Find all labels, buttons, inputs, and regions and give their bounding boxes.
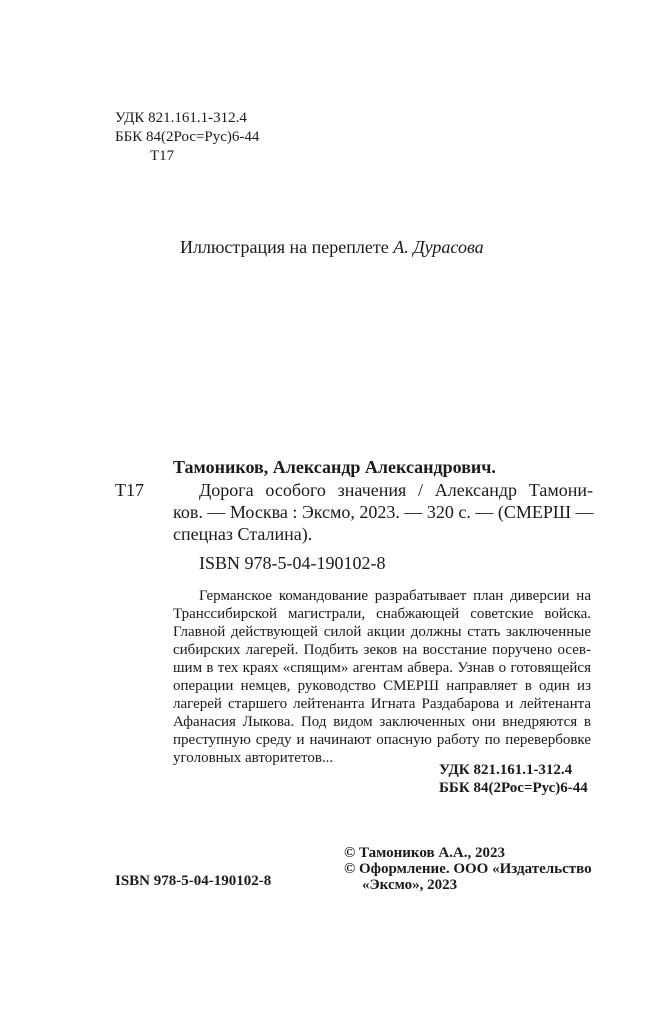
copyright-author: © Тамоников А.А., 2023 (344, 845, 505, 861)
illustration-prefix: Иллюстрация на переплете (180, 237, 394, 257)
description-line: Дорога особого значения / Александр Тамони- (199, 480, 593, 500)
annotation-line: Афанасия Лыкова. Под видом заключенных они внедряются в (173, 714, 591, 730)
annotation-line: лагерей старшего лейтенанта Игната Раздабарова и лейтенанта (173, 696, 591, 712)
record-isbn: ISBN 978-5-04-190102-8 (199, 553, 386, 573)
udk-code: УДК 821.161.1-312.4 (115, 110, 247, 126)
annotation-line: шим в тех краях «спящим» агентам абвера. Узнав о готовящейся (173, 660, 591, 676)
footer-isbn: ISBN 978-5-04-190102-8 (115, 873, 272, 889)
annotation-line: Главной действующей силой акции должны стать заключенные (173, 624, 591, 640)
copyright-design: © Оформление. ООО «Издательство (344, 861, 592, 877)
illustration-credit (180, 236, 484, 258)
bbk-code-bottom: ББК 84(2Рос=Рус)6-44 (439, 780, 588, 796)
description-line: ков. — Москва : Эксмо, 2023. — 320 с. — (СМЕРШ — (173, 502, 594, 522)
annotation-line: операции немцев, руководство СМЕРШ направляет в один из (173, 678, 591, 694)
author-mark: Т17 (150, 148, 175, 164)
illustration-artist: А. Дурасова (393, 237, 484, 257)
udk-code-bottom: УДК 821.161.1-312.4 (439, 762, 573, 778)
copyright-design-continued: «Эксмо», 2023 (362, 877, 458, 893)
description-line: спецназ Сталина). (173, 524, 313, 544)
author-heading: Тамоников, Александр Александрович. (173, 457, 496, 477)
annotation-line: уголовных авторитетов... (173, 750, 334, 766)
annotation-line: сибирских лагерей. Подбить зеков на восстание поручено осев- (173, 642, 591, 658)
annotation-line: преступную среду и начинают опасную работу по перевербовке (173, 732, 591, 748)
bbk-code: ББК 84(2Рос=Рус)6-44 (115, 129, 260, 145)
record-author-mark: Т17 (115, 480, 144, 500)
annotation-line: Транссибирской магистрали, снабжающей советские войска. (173, 606, 591, 622)
annotation-line: Германское командование разрабатывает план диверсии на (199, 588, 591, 604)
